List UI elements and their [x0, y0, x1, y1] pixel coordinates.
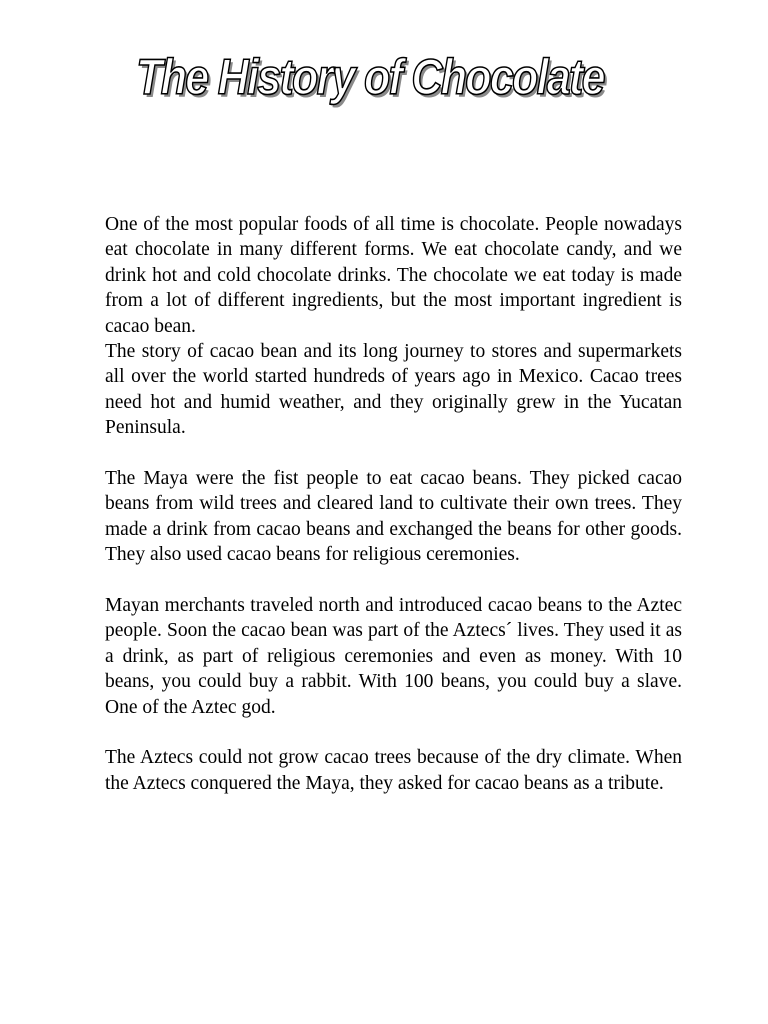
- paragraph-maya: The Maya were the fist people to eat cacao beans. They picked cacao beans from wild trees and cleared land to cultivate their own trees. They made a drink from cacao beans and exchanged the beans for other goods. They also used cacao beans for religious ceremonies.: [105, 468, 682, 566]
- paragraph-tribute: The Aztecs could not grow cacao trees because of the dry climate. When the Aztecs conquered the Maya, they asked for cacao beans as a tribute.: [105, 747, 682, 794]
- paragraph-aztec: Mayan merchants traveled north and introduced cacao beans to the Aztec people. Soon the cacao bean was part of the Aztecs´ lives. They used it as a drink, as part of religious ceremonies and even as money. With 10 beans, you could buy a rabbit. With 100 beans, you could buy a slave. One of the Aztec god.: [105, 595, 682, 718]
- page-title: The History of Chocolate: [136, 49, 604, 105]
- paragraph-cacao-story: The story of cacao bean and its long journey to stores and supermarkets all over the world started hundreds of years ago in Mexico. Cacao trees need hot and humid weather, and they originally grew in the Yucatan Peninsula.: [105, 341, 682, 439]
- paragraph-intro: One of the most popular foods of all time is chocolate. People nowadays eat chocolate in many different forms. We eat chocolate candy, and we drink hot and cold chocolate drinks. The chocolate we eat today is made from a lot of different ingredients, but the most important ingredient is cacao bean.: [105, 214, 682, 337]
- document-body: [105, 212, 682, 796]
